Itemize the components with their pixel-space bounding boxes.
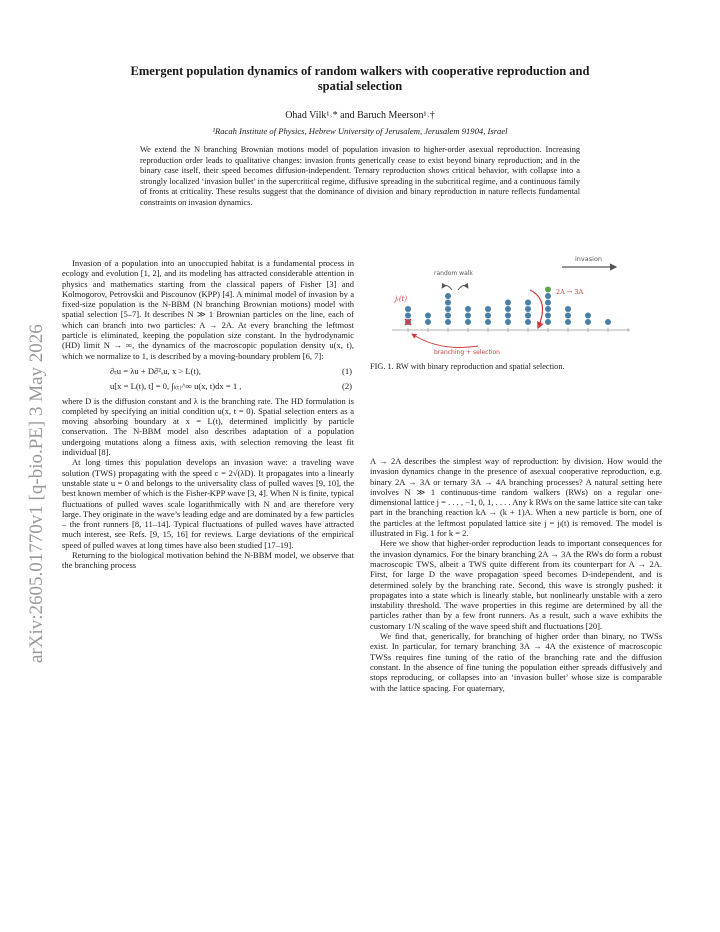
title-line-1: Emergent population dynamics of random walkers with cooperative reproduction and bbox=[130, 64, 590, 78]
particle bbox=[545, 319, 551, 325]
particle bbox=[525, 319, 531, 325]
particle bbox=[565, 306, 571, 312]
equation-body: ∂ₜu = λu + D∂²ₓu, x > L(t), bbox=[110, 365, 201, 376]
particle bbox=[545, 293, 551, 299]
equation-body: u[x = L(t), t] = 0, ∫ₗ₍ₜ₎^∞ u(x, t)dx = 1 , bbox=[110, 381, 242, 392]
particle bbox=[505, 313, 511, 319]
particle bbox=[525, 300, 531, 306]
arxiv-stamp-text: arXiv:2605.01770v1 [q-bio.PE] 3 May 2026 bbox=[26, 324, 47, 663]
invasion-label: invasion bbox=[575, 255, 603, 263]
particle bbox=[545, 306, 551, 312]
title-line-2: spatial selection bbox=[317, 79, 403, 93]
left-column bbox=[62, 258, 354, 571]
paragraph: At long times this population develops an invasion wave: a traveling wave solution (TWS) propagating with the speed c = 2√(λD). It propagates into a linearly unstable state u = 0 and belongs to the universality class of pulled waves [9, 10], the best known member of which is the Fisher-KPP wave [3, 4]. When N is finite, typical fluctuations of pulled waves scale logarithmically with N and are therefore very large. They originate in the wave’s leading edge and are dominated by a few particles – the front runners [8, 11–14]. Typical fluctuations of pulled waves have attracted much interest, see Refs. [9, 15, 16] for reviews. Large deviations of the empirical speed of pulled waves at long times have also been studied [17–19]. bbox=[62, 457, 354, 550]
abstract: We extend the N branching Brownian motions model of population invasion to higher-order asexual reproduction. Increasing reproduction order leads to qualitative changes: invasion fronts generically cease to exist beyond binary reproduction; and in the binary case itself, their speed becomes diffusion-independent. Ternary reproduction shows critical behavior, with collapse into a strongly localized ‘invasion bullet’ in the supercritical regime, diffusive spreading in the subcritical regime, and a continuous family of fronts at criticality. These results suggest that the dominance of division and binary reproduction in nature reflects fundamental constraints on invasion dynamics. bbox=[140, 145, 580, 207]
particle bbox=[425, 313, 431, 319]
jl-label: jₗ(t) bbox=[395, 295, 408, 303]
particle bbox=[545, 313, 551, 319]
random-walk-label: random walk bbox=[434, 270, 473, 277]
equation-1 bbox=[62, 366, 354, 376]
particle bbox=[485, 319, 491, 325]
paper-title bbox=[55, 64, 665, 94]
particle bbox=[545, 300, 551, 306]
particle bbox=[525, 313, 531, 319]
random-walk-arrow-left bbox=[442, 285, 452, 290]
paragraph: where D is the diffusion constant and λ is the branching rate. The HD formulation is completed by specifying an initial condition u(x, t = 0). Spatial selection enters as a moving absorbing boundary at x = L(t), determined implicitly by particle conservation. The N-BBM model also describes adaptation of a population undergoing mutations along a fitness axis, with selection removing the least fit individual [8]. bbox=[62, 395, 354, 458]
particle bbox=[565, 319, 571, 325]
particle bbox=[565, 313, 571, 319]
particle bbox=[505, 319, 511, 325]
equation-number: (1) bbox=[341, 365, 352, 376]
particle bbox=[465, 306, 471, 312]
figure-caption: FIG. 1. RW with binary reproduction and spatial selection. bbox=[370, 362, 565, 371]
particle bbox=[405, 306, 411, 312]
particle bbox=[445, 293, 451, 299]
particle bbox=[505, 306, 511, 312]
reaction-label: 2A → 3A bbox=[556, 288, 584, 296]
particle bbox=[445, 319, 451, 325]
particle bbox=[425, 319, 431, 325]
particle bbox=[585, 313, 591, 319]
particle bbox=[585, 319, 591, 325]
particle bbox=[405, 313, 411, 319]
paragraph: We find that, generically, for branching of higher order than binary, no TWSs exist. In particular, for ternary branching 3A → 4A the existence of macroscopic TWSs requires fine tuning of the ratio of the branching rate and the diffusion constant. In the absence of fine tuning the population either spreads diffusively and stops reproducing, or collapses into an ‘invasion bullet’ whose size is comparable with the lattice spacing. For quaternary, bbox=[370, 631, 662, 693]
particle bbox=[445, 300, 451, 306]
particle bbox=[505, 300, 511, 306]
random-walk-arrow-right bbox=[458, 285, 468, 290]
arxiv-stamp bbox=[20, 265, 50, 665]
branching-label: branching + selection bbox=[434, 349, 500, 356]
new-particle bbox=[545, 287, 551, 293]
equation-2 bbox=[62, 381, 354, 391]
particle bbox=[445, 313, 451, 319]
figure-1 bbox=[380, 250, 650, 360]
paragraph: A → 2A describes the simplest way of reproduction: by division. How would the invasion dynamics change in the presence of asexual cooperative reproduction, e.g. binary 2A → 3A or ternary 3A → 4A branching processes? A natural setting here involves N ≫ 1 continuous-time random walkers (RWs) on a regular one-dimensional lattice j = . . . , −1, 0, 1, . . . . Any k RWs on the same lattice site can take part in the branching reaction kA → (k + 1)A. When a new particle is born, one of the particles at the leftmost populated lattice site j = jₗ(t) is removed. The model is illustrated in Fig. 1 for k = 2. bbox=[370, 456, 662, 539]
paragraph: Returning to the biological motivation behind the N-BBM model, we observe that the branching process bbox=[62, 550, 354, 571]
equation-number: (2) bbox=[341, 381, 352, 392]
particle bbox=[485, 306, 491, 312]
particle bbox=[485, 313, 491, 319]
authors: Ohad Vilk¹˒* and Baruch Meerson¹˒† bbox=[285, 110, 435, 121]
particle bbox=[525, 306, 531, 312]
particle bbox=[465, 319, 471, 325]
particle bbox=[445, 306, 451, 312]
paragraph: Here we show that higher-order reproduction leads to important consequences for the invasion dynamics. For the binary branching 2A → 3A the RWs do form a robust macroscopic TWS, albeit a TWS quite different from its counterpart for A → 2A. First, for large D the wave propagation speed becomes D-independent, and is determined solely by the branching rate. Second, this wave is strongly pushed: it propagates into a state which is linearly stable, but nonlinearly unstable with a zero instability threshold. The wave properties in this regime are determined by all the particles rather than by a few front runners. As a result, such a wave exhibits the customary 1/N scaling of the wave speed shift and fluctuations [20]. bbox=[370, 538, 662, 631]
selection-arrow bbox=[412, 334, 478, 348]
branching-arrow bbox=[530, 290, 543, 328]
paragraph: Invasion of a population into an unoccupied habitat is a fundamental process in ecology and evolution [1, 2], and its modeling has attracted considerable attention in physics and mathematics starting from the classical papers of Fisher [3] and Kolmogorov, Petrovskii and Piscounov (KPP) [4]. A minimal model of invasion by a fixed-size population is the N-BBM (N branching Brownian motions) model with spatial selection [5–7]. It describes N ≫ 1 Brownian particles on the line, each of which can branch into two particles: A → 2A. At every branching the leftmost particle is eliminated, keeping the population size constant. In the hydrodynamic (HD) limit N → ∞, the dynamics of the macroscopic population density u(x, t), which we normalize to 1, is described by a moving-boundary problem [6, 7]: bbox=[62, 258, 354, 361]
affiliation: ¹Racah Institute of Physics, Hebrew University of Jerusalem, Jerusalem 91904, Israel bbox=[212, 126, 508, 136]
particle bbox=[605, 319, 611, 325]
particle bbox=[465, 313, 471, 319]
right-column bbox=[370, 456, 662, 693]
